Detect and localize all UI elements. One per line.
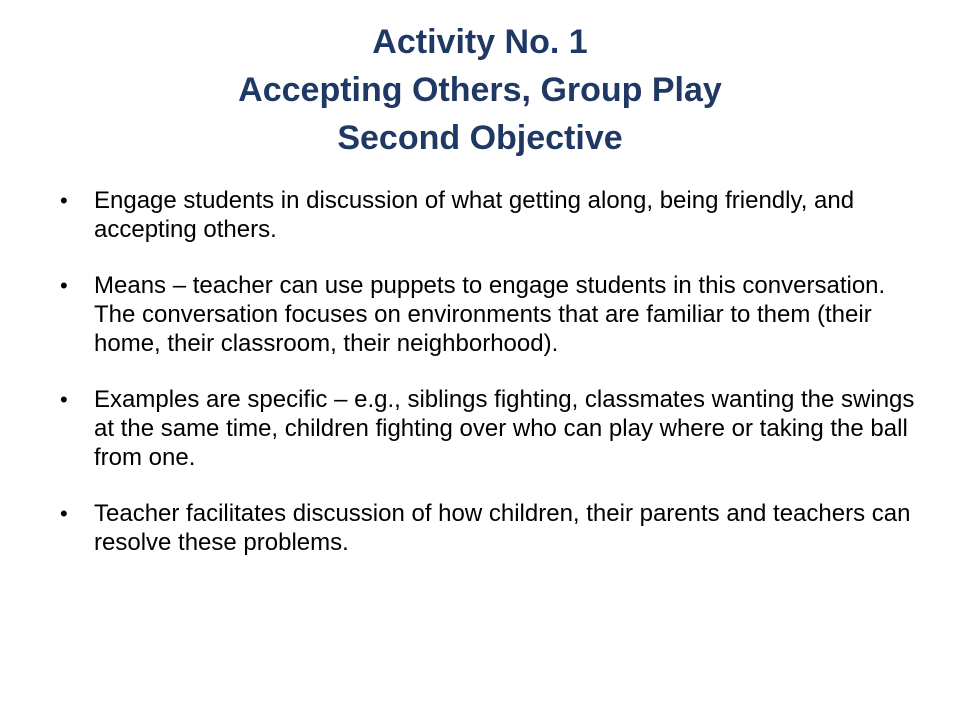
- bullet-item-1: [60, 186, 920, 244]
- title-line-2: Accepting Others, Group Play: [238, 71, 722, 109]
- bullet-text-1: Engage students in discussion of what getting along, being friendly, and accepting others.: [94, 187, 855, 243]
- bullet-item-3: [60, 385, 920, 472]
- bullet-text-2: Means – teacher can use puppets to engage students in this conversation. The conversation focuses on environments that are familiar to them (their home, their classroom, their neighborhood).: [94, 272, 886, 357]
- bullet-item-2: [60, 271, 920, 358]
- bullet-dot-icon: •: [60, 273, 68, 298]
- bullet-text-3: Examples are specific – e.g., siblings fighting, classmates wanting the swings at the same time, children fighting over who can play where or taking the ball from one.: [94, 386, 915, 471]
- bullet-item-4: [60, 499, 920, 557]
- bullet-dot-icon: •: [60, 387, 68, 412]
- bullet-text-4: Teacher facilitates discussion of how children, their parents and teachers can resolve these problems.: [94, 500, 911, 556]
- title-line-1: Activity No. 1: [372, 23, 588, 61]
- bullet-dot-icon: •: [60, 188, 68, 213]
- slide-title: [0, 18, 960, 162]
- bullet-list: [60, 186, 920, 584]
- bullet-dot-icon: •: [60, 501, 68, 526]
- title-line-3: Second Objective: [337, 119, 623, 157]
